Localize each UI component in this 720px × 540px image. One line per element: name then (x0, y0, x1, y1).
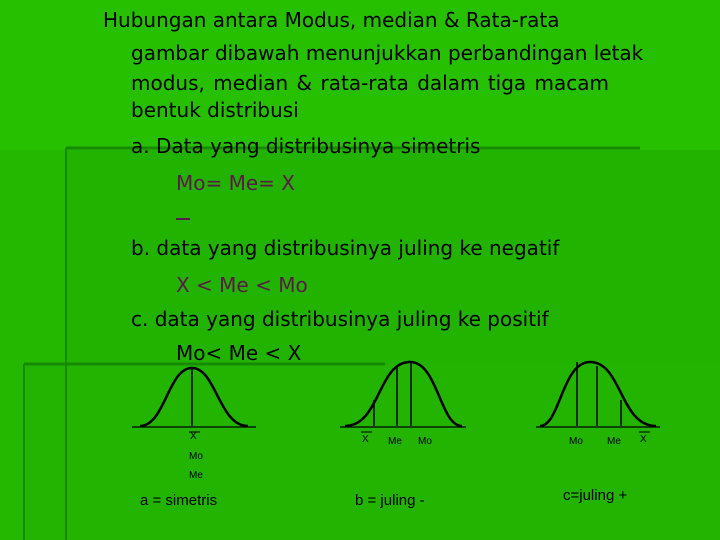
item-c-heading: c. data yang distribusinya juling ke positif (131, 307, 549, 331)
caption-c: c=juling + (563, 487, 628, 504)
intro-line-2: modus, median & rata-rata dalam tiga macam (131, 71, 610, 95)
caption-a: a = simetris (140, 492, 218, 509)
curve-symmetric (140, 368, 248, 426)
item-b-heading: b. data yang distribusinya juling ke negatif (131, 236, 560, 260)
intro-line-1: gambar dibawah menunjukkan perbandingan letak (131, 41, 644, 65)
curve-b-label-mo: Mo (418, 436, 432, 447)
curve-b-label-x: X (362, 434, 369, 445)
slide-title: Hubungan antara Modus, median & Rata-rata (103, 8, 560, 32)
item-a-formula: Mo= Me= X (176, 171, 295, 195)
curve-a-label-me: Me (189, 470, 203, 481)
item-b-formula: X < Me < Mo (176, 273, 308, 297)
item-a-heading: a. Data yang distribusinya simetris (131, 134, 481, 158)
intro-line-3: bentuk distribusi (131, 98, 299, 122)
caption-b: b = juling - (355, 492, 425, 509)
curve-a-label-x: X (190, 431, 197, 442)
curve-c-label-x: X (640, 434, 647, 445)
curve-c-label-me: Me (607, 436, 621, 447)
curve-negative-skew (345, 362, 462, 426)
curve-a-label-mo: Mo (189, 451, 203, 462)
curve-b-label-me: Me (388, 436, 402, 447)
curve-c-label-mo: Mo (569, 436, 583, 447)
item-c-formula: Mo< Me < X (176, 341, 302, 365)
curve-positive-skew (540, 362, 656, 426)
